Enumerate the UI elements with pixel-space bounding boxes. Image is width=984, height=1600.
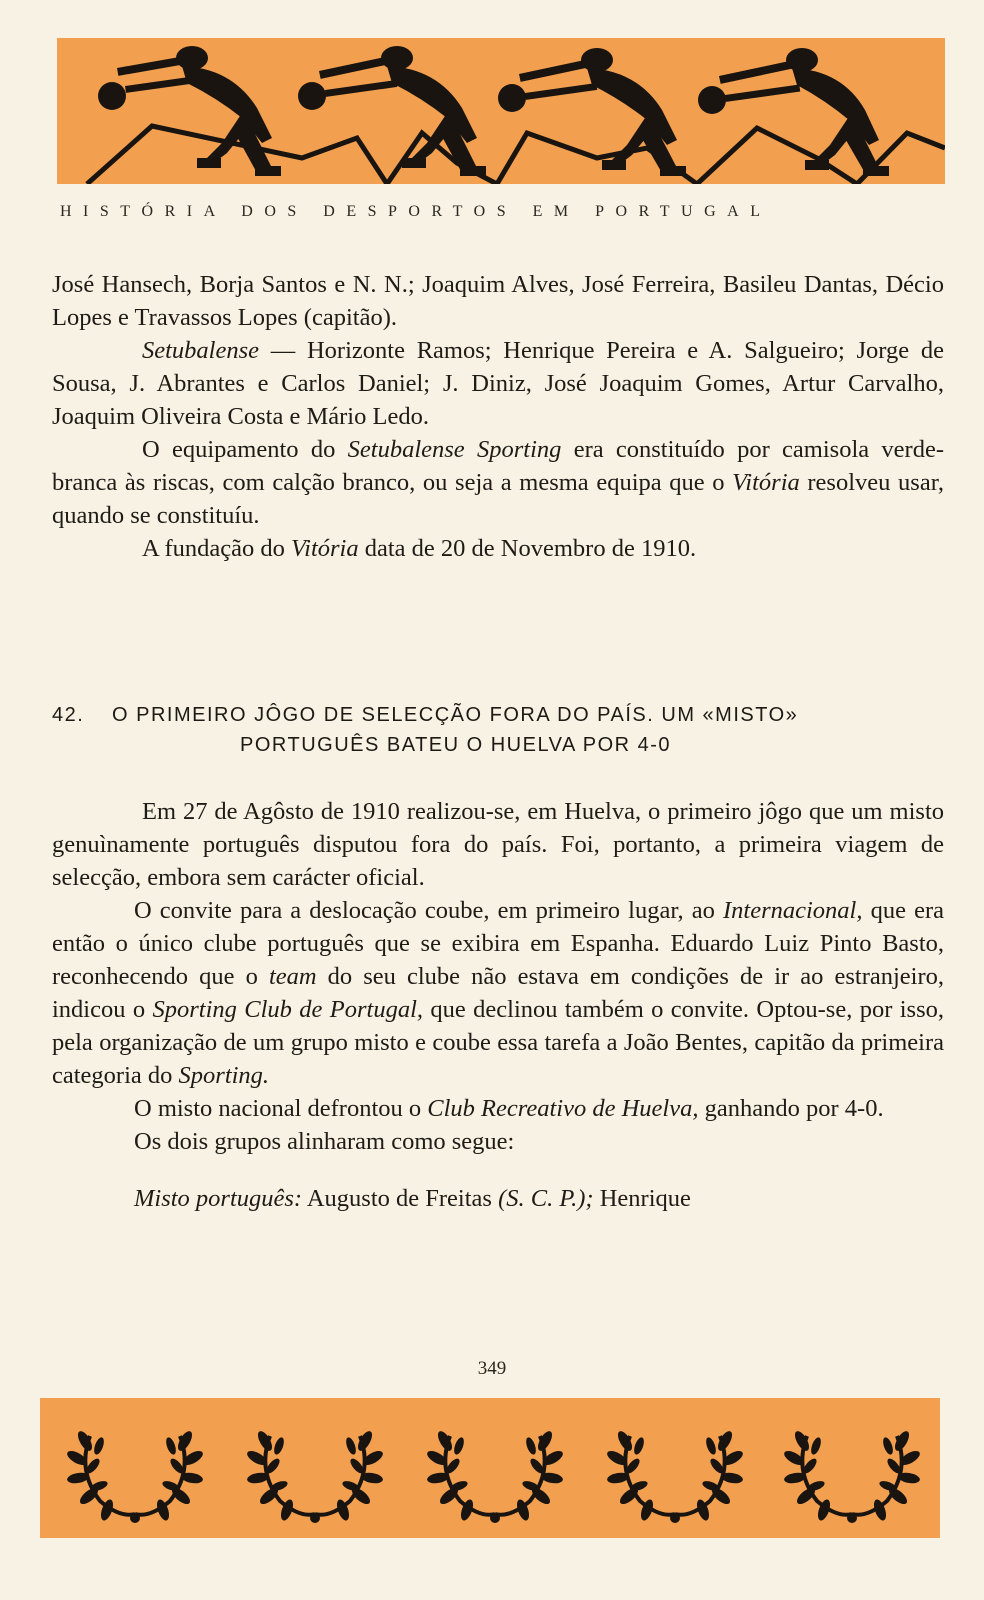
foreign-word: team: [268, 963, 317, 990]
text-span: era constituído por camisola verde-branca às riscas, com calção branco, ou seja a mesma equipa que o: [52, 436, 944, 496]
running-head: HISTÓRIA DOS DESPORTOS EM PORTUGAL: [60, 203, 772, 220]
body-paragraph-4: Os dois grupos alinharam como segue:: [134, 1128, 515, 1155]
text-span: que era então o único clube português que se exibira em Espanha. Eduardo Luiz Pinto Basto, reconhecendo que o: [52, 897, 944, 990]
body-paragraph-1: Em 27 de Agôsto de 1910 realizou-se, em Huelva, o primeiro jôgo que um misto genuìnamente português disputou fora do país. Foi, portanto, a primeira viagem de selecção, embora sem carácter oficial.: [52, 798, 944, 891]
setubalense-lineup-paragraph: [52, 334, 944, 433]
text-span: data de 20 de Novembro de 1910.: [358, 535, 697, 562]
club-name: Sporting Club de Portugal,: [152, 996, 424, 1023]
text-span: que declinou também o convite. Optou-se, por isso, pela organização de um grupo misto e coube essa tarefa a João Bentes, capitão da primeira categoria do: [52, 996, 944, 1089]
section-title-line2: PORTUGUÊS BATEU O HUELVA POR 4-0: [240, 734, 672, 756]
body-paragraph-2: [52, 894, 944, 1092]
text-span: Augusto de Freitas: [302, 1185, 499, 1212]
text-span: Henrique: [593, 1185, 691, 1212]
team-label: Misto português:: [134, 1185, 303, 1212]
text-span: resolveu usar, quando se constituíu.: [52, 469, 944, 529]
club-name: Setubalense Sporting: [347, 436, 562, 463]
section-number: 42.: [52, 704, 85, 726]
lineup-text: — Horizonte Ramos; Henrique Pereira e A. Salgueiro; Jorge de Sousa, J. Abrantes e Carlos Daniel; J. Diniz, José Joaquim Gomes, Artur Carvalho, Joaquim Oliveira Costa e Mário Ledo.: [52, 337, 944, 430]
text-span: A fundação do: [142, 535, 291, 562]
top-banner: [57, 38, 945, 184]
continuation-text: [52, 268, 944, 565]
section-heading: [52, 700, 944, 760]
page-number: 349: [477, 1358, 507, 1379]
text-span: O misto nacional defrontou o: [134, 1095, 428, 1122]
body-paragraph-5: [52, 1182, 944, 1215]
text-span: ganhando por 4-0.: [698, 1095, 884, 1122]
text-span: O equipamento do: [142, 436, 348, 463]
club-name: Setubalense: [142, 337, 260, 364]
lineup-paragraph: José Hansech, Borja Santos e N. N.; Joaquim Alves, José Ferreira, Basileu Dantas, Décio Lopes e Travassos Lopes (capitão).: [52, 271, 944, 331]
foundation-paragraph: [52, 532, 944, 565]
bowling-players-frieze-icon: [57, 38, 945, 184]
club-name: Sporting.: [178, 1062, 270, 1089]
club-abbrev: (S. C. P.);: [498, 1185, 594, 1212]
text-span: O convite para a deslocação coube, em primeiro lugar, ao: [134, 897, 723, 924]
bottom-banner: [40, 1398, 940, 1538]
text-span: do seu clube não estava em condições de ir ao estranjeiro, indicou o: [52, 963, 945, 1023]
laurel-wreath-frieze-icon: [40, 1398, 940, 1538]
club-name: Vitória: [291, 535, 359, 562]
club-name: Club Recreativo de Huelva,: [427, 1095, 699, 1122]
section-body: [52, 795, 944, 1215]
body-paragraph-3: [52, 1092, 944, 1125]
club-name: Vitória: [732, 469, 800, 496]
equipment-paragraph: [52, 433, 944, 532]
section-title-line1: O PRIMEIRO JÔGO DE SELECÇÃO FORA DO PAÍS. UM «MISTO»: [112, 704, 799, 726]
club-name: Internacional,: [722, 897, 863, 924]
